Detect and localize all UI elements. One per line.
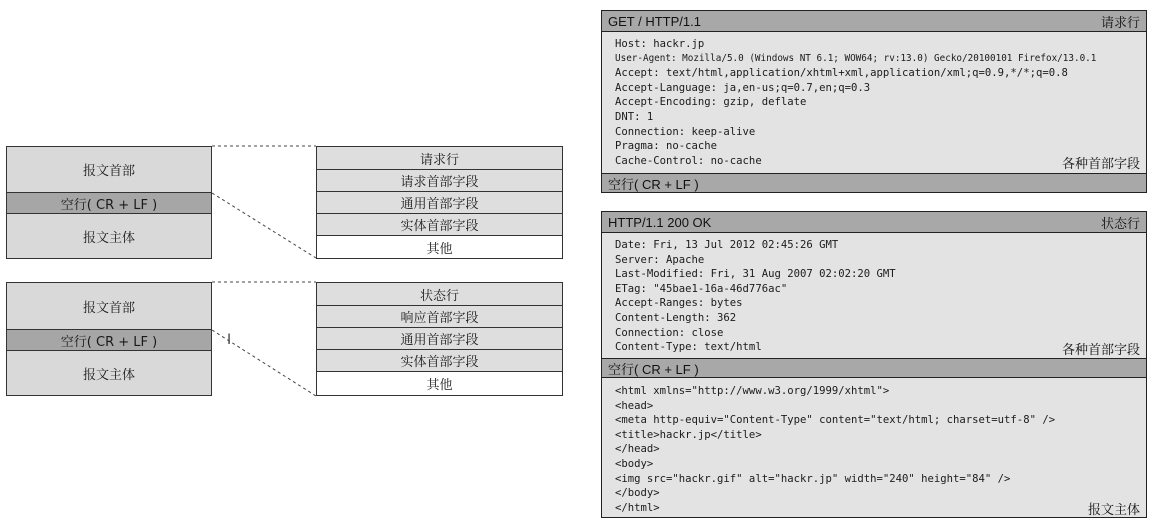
- request-bottom-connector: [212, 193, 316, 258]
- entity-header-fields-row: 实体首部字段: [317, 350, 562, 372]
- request-structure: [316, 146, 563, 259]
- other-row: 其他: [317, 372, 562, 395]
- status-line-bar: [602, 212, 1146, 233]
- request-line-text: GET / HTTP/1.1: [608, 13, 701, 29]
- request-header-line: Connection: keep-alive: [615, 125, 756, 138]
- request-header-line: Accept: text/html,application/xhtml+xml,application/xml;q=0.9,*/*;q=0.8: [615, 67, 1068, 80]
- response-header-line: Last-Modified: Fri, 31 Aug 2007 02:02:20 GMT: [615, 268, 896, 281]
- response-body-line: </head>: [615, 443, 660, 456]
- response-body-line: </body>: [615, 487, 660, 500]
- entity-header-fields-row: 实体首部字段: [317, 214, 562, 236]
- response-panel: [601, 211, 1147, 518]
- response-header-line: Server: Apache: [615, 253, 705, 266]
- response-header-line: Date: Fri, 13 Jul 2012 02:45:26 GMT: [615, 239, 839, 251]
- request-header-line: Host: hackr.jp: [615, 38, 705, 50]
- response-header-fields-row: 响应首部字段: [317, 306, 562, 328]
- request-line-label: 请求行: [1100, 14, 1140, 30]
- response-message: [6, 282, 212, 396]
- status-line-row: 状态行: [317, 283, 562, 306]
- response-headers-block: [615, 238, 1138, 355]
- response-body-line: <title>hackr.jp</title>: [615, 428, 762, 441]
- response-body-line: </html>: [615, 501, 660, 514]
- request-message-crlf: 空行( CR + LF ): [7, 192, 211, 214]
- request-header-line: Accept-Encoding: gzip, deflate: [615, 96, 807, 109]
- response-body-label: 报文主体: [1087, 502, 1140, 517]
- response-body-line: <img src="hackr.gif" alt="hackr.jp" width="240" height="84" />: [615, 472, 1011, 485]
- request-header-line: DNT: 1: [615, 110, 654, 123]
- response-header-line: Content-Length: 362: [615, 311, 737, 324]
- request-header-line: Pragma: no-cache: [615, 140, 718, 153]
- response-body-block: [615, 384, 1138, 515]
- response-header-line: ETag: "45bae1-16a-46d776ac": [615, 282, 788, 295]
- response-body-line: <meta http-equiv="Content-Type" content="text/html; charset=utf-8" />: [615, 414, 1056, 427]
- response-header-line: Accept-Ranges: bytes: [615, 297, 743, 310]
- response-header-line: Content-Type: text/html: [615, 341, 762, 354]
- request-message-body: 报文主体: [7, 214, 211, 258]
- status-line-label: 状态行: [1100, 215, 1140, 231]
- request-header-line: User-Agent: Mozilla/5.0 (Windows NT 6.1; WOW64; rv:13.0) Gecko/20100101 Firefox/13.0.1: [615, 52, 1097, 64]
- response-body-line: <html xmlns="http://www.w3.org/1999/xhtml">: [615, 385, 890, 397]
- response-body-line: <head>: [615, 399, 654, 412]
- response-header-line: Connection: close: [615, 326, 724, 339]
- other-row: 其他: [317, 236, 562, 258]
- request-header-line: Cache-Control: no-cache: [615, 154, 762, 167]
- response-message-header: 报文首部: [7, 283, 211, 329]
- request-message: [6, 146, 212, 259]
- request-headers-label: 各种首部字段: [1061, 156, 1140, 171]
- response-crlf-bar: [602, 358, 1146, 378]
- response-message-crlf: 空行( CR + LF ): [7, 329, 211, 351]
- request-crlf-text: 空行( CR + LF ): [608, 176, 699, 192]
- response-headers-label: 各种首部字段: [1061, 342, 1140, 357]
- request-headers-block: [615, 37, 1138, 168]
- request-line-bar: [602, 11, 1146, 32]
- request-header-fields-row: 请求首部字段: [317, 170, 562, 192]
- response-message-body: 报文主体: [7, 351, 211, 395]
- request-message-header: 报文首部: [7, 147, 211, 192]
- status-line-text: HTTP/1.1 200 OK: [608, 214, 712, 230]
- request-line-row: 请求行: [317, 147, 562, 170]
- response-crlf-text: 空行( CR + LF ): [608, 361, 699, 377]
- request-panel: [601, 10, 1147, 193]
- general-header-fields-row: 通用首部字段: [317, 328, 562, 350]
- general-header-fields-row: 通用首部字段: [317, 192, 562, 214]
- request-crlf-bar: [602, 173, 1146, 193]
- text-cursor-icon: I: [227, 332, 232, 348]
- request-header-line: Accept-Language: ja,en-us;q=0.7,en;q=0.3: [615, 81, 871, 94]
- response-body-line: <body>: [615, 457, 654, 470]
- response-structure: [316, 282, 563, 396]
